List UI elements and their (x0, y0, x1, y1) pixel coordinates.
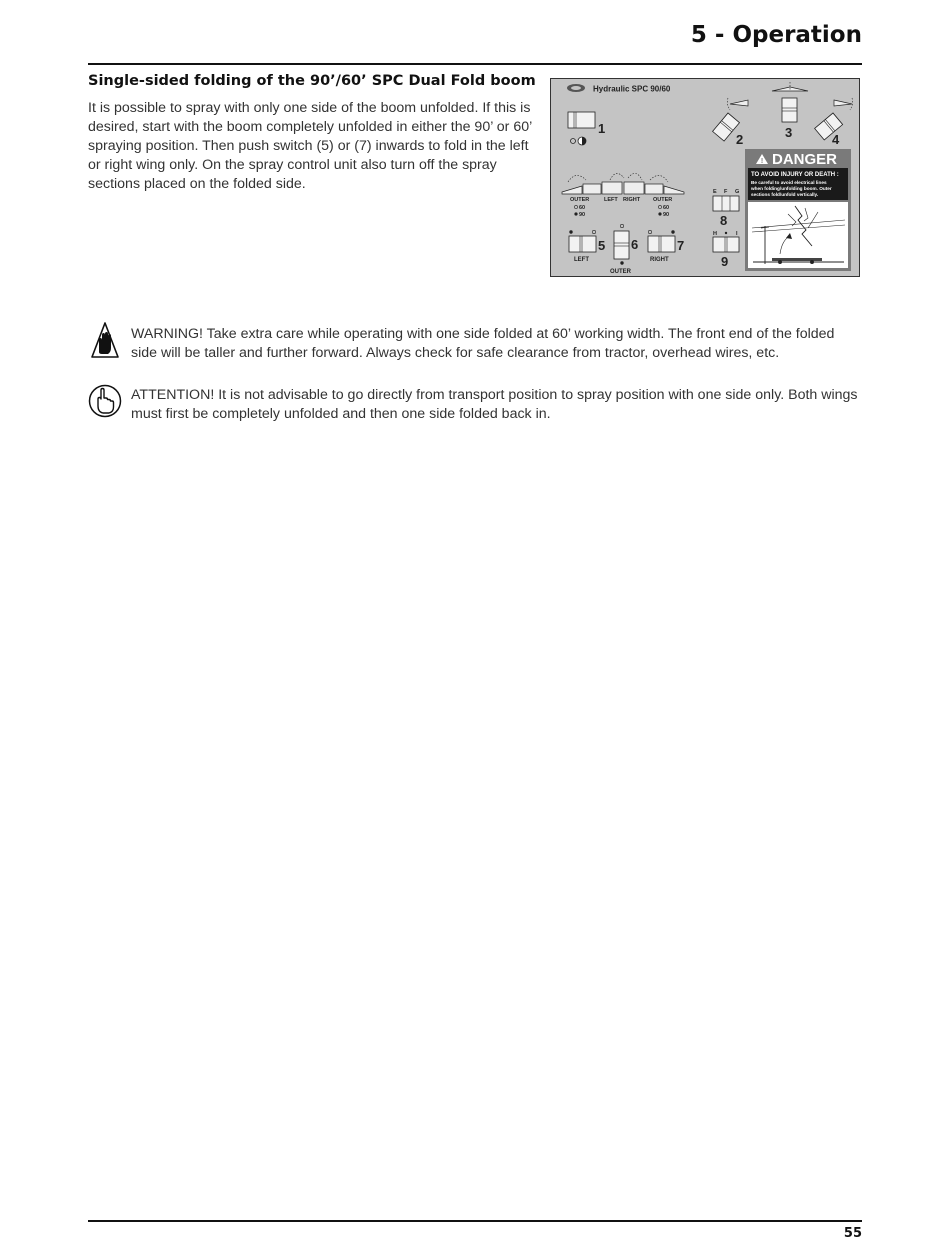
label-outer-right: OUTER (653, 197, 673, 203)
label-f: F (724, 189, 728, 195)
switch-7-label: RIGHT (650, 257, 669, 263)
label-60-right: 60 (663, 205, 670, 211)
power-line-hazard-icon (748, 202, 848, 268)
switch-number-4: 4 (832, 132, 840, 147)
pointing-hand-attention-icon (88, 382, 122, 420)
switch-9 (713, 237, 739, 252)
section-body: It is possible to spray with only one side of the boom unfolded. If this is desired, start with the boom completely unfolded in either the 90’ or 60’ spraying position. Then push switch (5) or (7) inwards to fold in the left or right wing only. On the spray control unit also turn off the spray sections placed on the folded side. (88, 100, 532, 192)
label-h: H (713, 231, 717, 237)
switch-1 (568, 112, 595, 128)
danger-line-3: sections fold/unfold vertically. (751, 192, 819, 197)
switch-number-7: 7 (677, 238, 685, 253)
label-left: LEFT (604, 197, 618, 203)
label-90-left: 90 (579, 212, 586, 218)
danger-label (745, 149, 851, 271)
switch-number-6: 6 (631, 237, 639, 252)
switch-8 (713, 196, 739, 211)
label-60-left: 60 (579, 205, 586, 211)
switch-5 (569, 236, 596, 252)
attention-text: ATTENTION! It is not advisable to go directly from transport position to spray position with one side only. Both wings must first be completely unfolded and then one side folded back in. (131, 387, 858, 422)
switch-number-1: 1 (598, 121, 606, 136)
label-e: E (713, 189, 717, 195)
switch-number-8: 8 (720, 213, 728, 228)
switch-5-label: LEFT (574, 257, 589, 263)
danger-subtitle: TO AVOID INJURY OR DEATH : (751, 172, 839, 178)
switch-7 (648, 236, 675, 252)
svg-text:!: ! (760, 158, 764, 165)
label-right: RIGHT (623, 197, 641, 203)
switch-number-3: 3 (785, 125, 793, 140)
danger-title: DANGER (772, 151, 838, 168)
label-i: I (736, 231, 738, 237)
warning-text: WARNING! Take extra care while operating with one side folded at 60’ working width. The front end of the folded side will be taller and further forward. Always check for safe clearance from tractor, overhead wires, etc. (131, 326, 835, 361)
switch-number-9: 9 (721, 254, 729, 269)
raised-hand-warning-icon (88, 321, 122, 359)
switch-6 (614, 231, 629, 259)
section-heading: Single-sided folding of the 90’/60’ SPC Dual Fold boom (88, 73, 536, 89)
danger-line-1: Be careful to avoid electrical lines (751, 180, 827, 185)
footer-rule (88, 1220, 862, 1222)
panel-title: Hydraulic SPC 90/60 (593, 84, 671, 94)
hardi-logo-icon (567, 84, 585, 92)
header-rule (88, 63, 862, 65)
switch-number-2: 2 (736, 132, 744, 147)
page-number: 55 (843, 1226, 862, 1241)
label-g: G (735, 189, 740, 195)
switch-number-5: 5 (598, 238, 606, 253)
chapter-title: 5 - Operation (690, 22, 862, 48)
control-panel-illustration (550, 78, 860, 277)
switch-3 (782, 98, 797, 122)
label-outer-left: OUTER (570, 197, 590, 203)
switch-6-label: OUTER (610, 269, 631, 275)
danger-line-2: when folding/unfolding boom. Outer (751, 186, 832, 191)
label-90-right: 90 (663, 212, 670, 218)
